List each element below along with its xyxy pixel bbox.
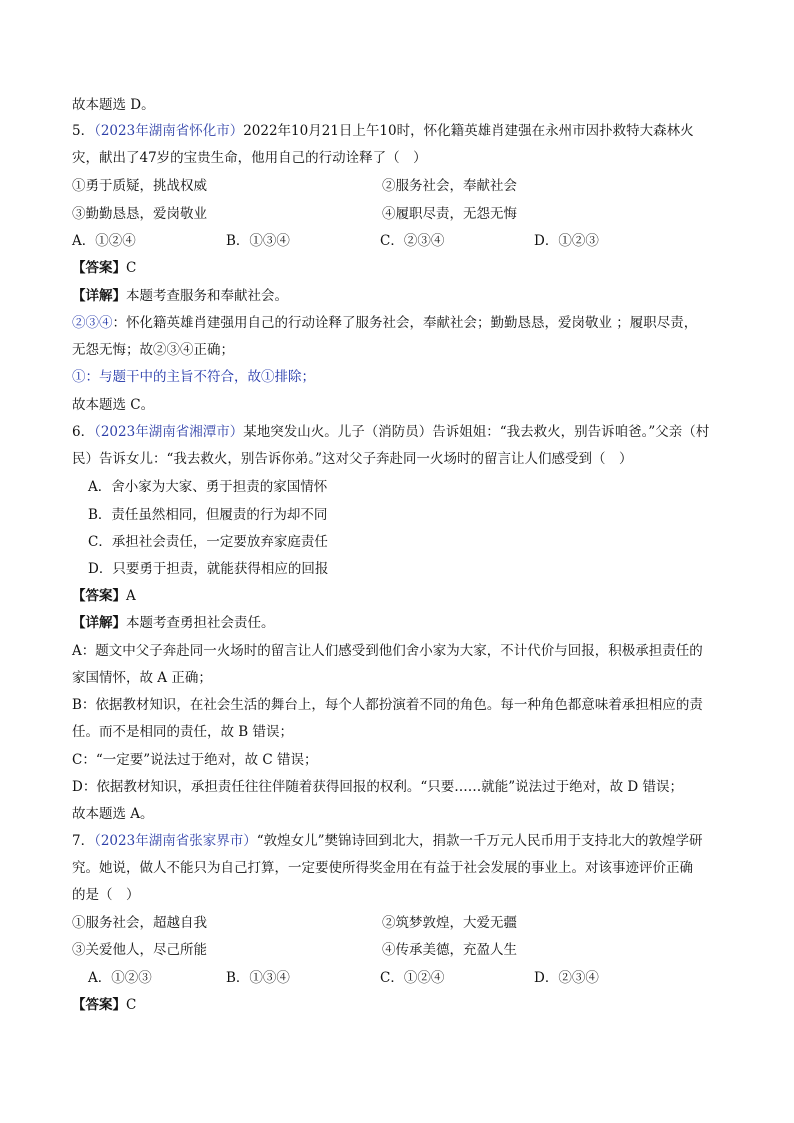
q5-statement-4: ④履职尽责，无怨无悔 [382,206,517,222]
q6-explain-c: C：“一定要”说法过于绝对，故 C 错误； [72,752,318,768]
q6-explain-b-1: B：依据教材知识，在社会生活的舞台上，每个人都扮演着不同的角色。每一种角色都意味着承担相应的责 [72,697,703,713]
q6-conclusion: 故本题选 A。 [72,806,154,822]
q5-statement-2: ②服务社会，奉献社会 [382,178,517,194]
q6-stem-line-1 [72,423,709,441]
q5-source: （2023年湖南省怀化市） [94,123,244,139]
q6-source: （2023年湖南省湘潭市） [94,424,244,440]
q5-statement-3: ③勤勤恳恳，爱岗敬业 [72,206,207,222]
q5-answer-label: 【答案】 [72,260,126,276]
q6-stem-text-1: 某地突发山火。儿子（消防员）告诉姐姐：“我去救火，别告诉咱爸。”父亲（村 [243,424,710,440]
q5-choice-b: B．①③④ [226,233,290,249]
q6-detail-label: 【详解】 [72,615,126,631]
q7-statement-3: ③关爱他人，尽己所能 [72,942,207,958]
q7-choice-b: B．①③④ [226,970,290,986]
q6-stem-line-2: 民）告诉女儿：“我去救火，别告诉你弟。”这对父子奔赴同一火场时的留言让人们感受到（ ） [72,451,633,467]
q5-choice-d: D．①②③ [534,233,599,249]
q5-detail-label: 【详解】 [72,288,126,304]
q5-conclusion: 故本题选 C。 [72,397,155,413]
q7-answer-value: C [126,997,137,1013]
q5-stem-line-2: 灾，献出了47岁的宝贵生命，他用自己的行动诠释了（ ） [72,150,427,166]
q5-choice-a: A．①②④ [72,233,136,249]
q7-source: （2023年湖南省张家界市） [94,833,257,849]
q6-choice-a: A．舍小家为大家、勇于担责的家国情怀 [88,479,328,495]
q7-stem-line-2: 究。她说，做人不能只为自己打算，一定要使所得奖金用在有益于社会发展的事业上。对该事迹评价正确 [72,860,693,876]
q5-stem-line-1 [72,122,694,140]
q4-conclusion: 故本题选 D。 [72,97,155,113]
q5-explain-text-1: ：怀化籍英雄肖建强用自己的行动诠释了服务社会，奉献社会；勤勤恳恳，爱岗敬业 ；履职尽责， [112,315,698,331]
q5-explain-line-3: ①：与题干中的主旨不符合，故①排除； [72,369,315,385]
q7-choice-a: A．①②③ [88,970,152,986]
q6-explain-a-2: 家国情怀，故 A 正确； [72,670,212,686]
q5-explain-line-1 [72,314,697,332]
q6-choice-b: B．责任虽然相同，但履责的行为却不同 [88,507,328,523]
q7-choice-c: C．①②④ [380,970,445,986]
q7-statement-4: ④传承美德，充盈人生 [382,942,517,958]
q6-answer [72,587,136,605]
q6-number: 6． [72,424,95,440]
q7-answer-label: 【答案】 [72,997,126,1013]
q5-stem-text-1: 2022年10月21日上午10时，怀化籍英雄肖建强在永州市因扑救特大森林火 [243,123,694,139]
q6-explain-a-1: A：题文中父子奔赴同一火场时的留言让人们感受到他们舍小家为大家，不计代价与回报，积极承担责任的 [72,643,703,659]
q6-explain-b-2: 任。而不是相同的责任，故 B 错误； [72,724,294,740]
q6-answer-value: A [126,588,136,604]
q7-stem-text-1: “敦煌女儿”樊锦诗回到北大，捐款一千万元人民币用于支持北大的敦煌学研 [256,833,703,849]
q5-answer [72,259,136,277]
q6-detail-text: 本题考查勇担社会责任。 [126,615,275,631]
q7-stem-line-1 [72,832,703,850]
q7-answer [72,996,136,1014]
q6-choice-d: D．只要勇于担责，就能获得相应的回报 [88,561,329,577]
q5-explain-line-2: 无怨无悔；故②③④正确； [72,342,234,358]
q5-detail [72,287,288,305]
q7-choice-d: D．②③④ [534,970,599,986]
q5-explain-markers: ②③④ [72,315,113,331]
q5-number: 5． [72,123,95,139]
q7-statement-2: ②筑梦敦煌，大爱无疆 [382,915,517,931]
q6-explain-d: D：依据教材知识，承担责任往往伴随着获得回报的权利。“只要……就能”说法过于绝对，故 D 错误； [72,779,684,795]
q5-detail-text: 本题考查服务和奉献社会。 [126,288,288,304]
q5-statement-1: ①勇于质疑，挑战权威 [72,178,207,194]
q7-number: 7． [72,833,95,849]
q6-answer-label: 【答案】 [72,588,126,604]
q6-choice-c: C．承担社会责任，一定要放弃家庭责任 [88,534,328,550]
q7-statement-1: ①服务社会，超越自我 [72,915,207,931]
q6-detail [72,614,275,632]
q7-stem-line-3: 的是（ ） [72,887,140,903]
q5-answer-value: C [126,260,137,276]
q5-choice-c: C．②③④ [380,233,445,249]
